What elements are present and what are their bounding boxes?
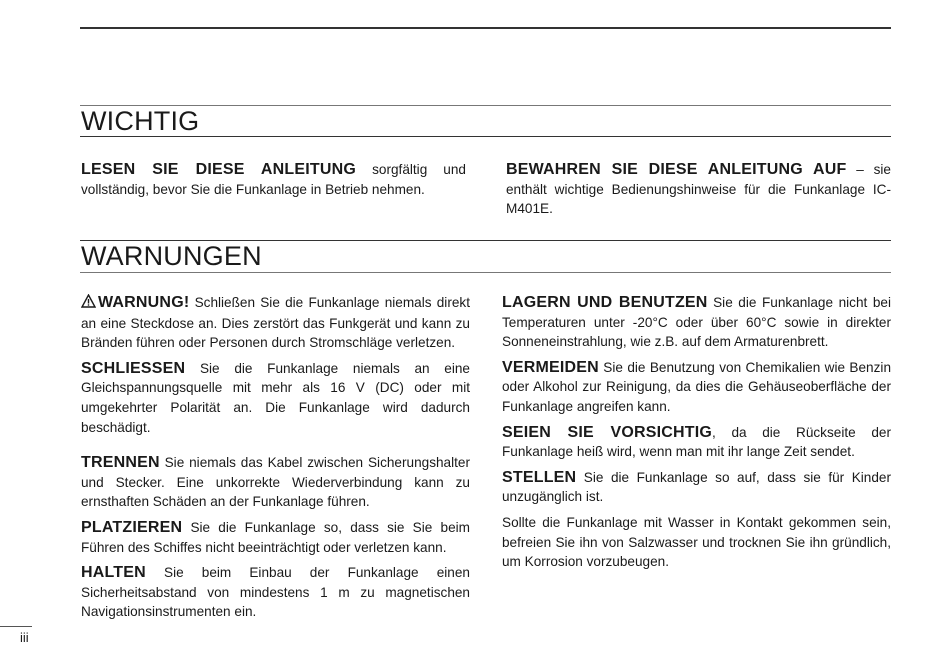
- stellen-paragraph: [502, 468, 891, 507]
- paragraph-text: , da die Rückseite der Funkanlage heiß wird, wenn man mit ihr lange Zeit sendet.: [502, 424, 891, 460]
- vorsichtig-paragraph: [502, 423, 891, 462]
- paragraph-text: sorgfältig und vollständig, bevor Sie die Funkanlage in Betrieb nehmen.: [81, 162, 466, 197]
- paragraph-lead: WARNUNG!: [98, 294, 190, 311]
- paragraph-text: Sie die Funkanlage so auf, dass sie für Kinder unzugänglich ist.: [502, 469, 891, 505]
- warning-triangle-icon: [81, 294, 96, 314]
- warnungen-rule-bottom: [80, 272, 891, 273]
- wichtig-left-column: [81, 160, 466, 199]
- paragraph-text: Sollte die Funkanlage mit Wasser in Kontakt gekommen sein, befreien Sie ihn von Salzwasser und trocknen Sie ihn gründlich, um Korrosion vorzubeugen.: [502, 514, 891, 570]
- paragraph-text: Sie die Funkanlage so, dass sie Sie beim Führen des Schiffes nicht beeinträchtigt oder verletzen kann.: [81, 519, 470, 555]
- paragraph-text: Sie niemals das Kabel zwischen Sicherungshalter und Stecker. Eine unkorrekte Wiederverbindung kann zu ernsthaften Schäden an der Funkanlage führen.: [81, 455, 470, 510]
- paragraph-lead: VERMEIDEN: [502, 358, 599, 376]
- warnungen-heading: WARNUNGEN: [81, 241, 262, 271]
- paragraph-lead: SEIEN SIE VORSICHTIG: [502, 423, 713, 441]
- top-rule: [80, 27, 891, 29]
- wichtig-heading: WICHTIG: [81, 106, 200, 136]
- paragraph-lead: LAGERN UND BENUTZEN: [502, 294, 708, 311]
- platzieren-paragraph: [81, 518, 470, 557]
- wasser-paragraph: [502, 513, 891, 572]
- paragraph-text: Schließen Sie die Funkanlage niemals direkt an eine Steckdose an. Dies zerstört das Funkgerät und kann zu Bränden führen oder Personen durch Stromschläge verletzen.: [81, 295, 470, 351]
- paragraph-lead: TRENNEN: [81, 454, 160, 472]
- paragraph-lead: SCHLIESSEN: [81, 359, 186, 377]
- vermeiden-paragraph: [502, 358, 891, 417]
- page-number: iii: [20, 630, 29, 645]
- paragraph-text: Sie die Funkanlage nicht bei Temperaturen unter -20°C oder über 60°C sowie in direkter Sonneneinstrahlung, wie z.B. auf dem Armaturenbrett.: [502, 295, 891, 350]
- paragraph-text: Sie beim Einbau der Funkanlage einen Sicherheitsabstand von mindestens 1 m zu magnetischen Navigationsinstrumenten ein.: [81, 565, 470, 620]
- paragraph-text: Sie die Funkanlage niemals an eine Gleichspannungsquelle mit mehr als 16 V (DC) oder mit umgekehrter Polarität an. Die Funkanlage wird dadurch beschädigt.: [81, 360, 470, 435]
- paragraph-lead: LESEN SIE DIESE ANLEITUNG: [81, 161, 357, 178]
- wichtig-right-paragraph: [506, 160, 891, 219]
- lagern-paragraph: [502, 293, 891, 352]
- paragraph-lead: PLATZIEREN: [81, 518, 183, 536]
- paragraph-lead: BEWAHREN SIE DIESE ANLEITUNG AUF: [506, 161, 847, 178]
- paragraph-lead: STELLEN: [502, 468, 577, 486]
- warnungen-left-column: [81, 293, 470, 622]
- wichtig-left-paragraph: [81, 160, 466, 199]
- trennen-paragraph: [81, 453, 470, 512]
- wichtig-rule-bottom: [80, 136, 891, 137]
- halten-paragraph: [81, 563, 470, 622]
- wichtig-rule-top: [80, 105, 891, 106]
- warnung-paragraph: [81, 293, 470, 353]
- wichtig-right-column: [506, 160, 891, 219]
- paragraph-text: – sie enthält wichtige Bedienungshinweise für die Funkanlage IC-M401E.: [506, 162, 891, 217]
- warnungen-right-column: [502, 293, 891, 572]
- page-number-rule: [0, 626, 32, 627]
- paragraph-lead: HALTEN: [81, 564, 146, 582]
- paragraph-text: Sie die Benutzung von Chemikalien wie Benzin oder Alkohol zur Reinigung, da dies die Gehäuseoberfläche der Funkanlage angreifen kann.: [502, 359, 891, 414]
- schliessen-paragraph: [81, 359, 470, 437]
